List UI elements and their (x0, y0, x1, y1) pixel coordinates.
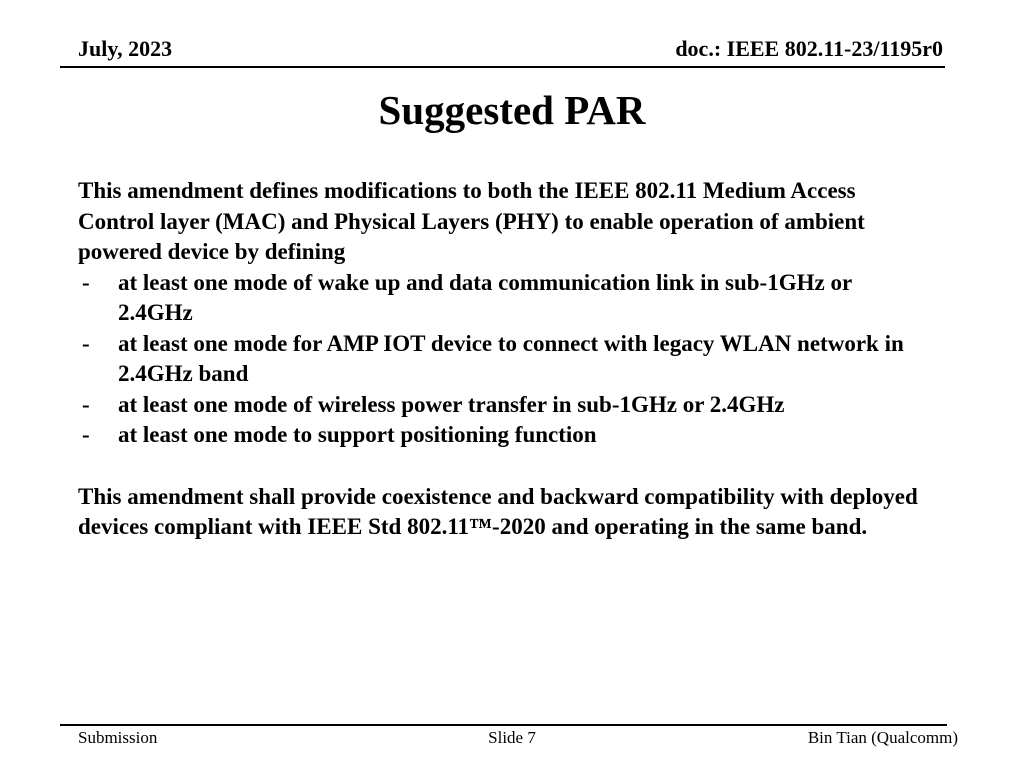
bullet-item (78, 268, 930, 329)
trademark-symbol: ™ (469, 514, 493, 539)
closing-text-post: -2020 and operating in the same band. (492, 514, 868, 539)
bullet-text: at least one mode of wireless power transfer in sub-1GHz or 2.4GHz (118, 391, 785, 417)
bullet-item (78, 420, 930, 451)
bullet-dash: - (82, 422, 90, 447)
header-doc-number: doc.: IEEE 802.11-23/1195r0 (675, 36, 943, 61)
footer-author: Bin Tian (Qualcomm) (807, 728, 958, 747)
slide-footer (0, 728, 1024, 752)
footer-divider (60, 724, 947, 726)
slide-header (60, 36, 945, 68)
bullet-dash: - (82, 269, 90, 295)
bullet-text: at least one mode for AMP IOT device to connect with legacy WLAN network in 2.4GHz band (118, 330, 904, 386)
header-date: July, 2023 (78, 36, 173, 61)
bullet-text: at least one mode of wake up and data communication link in sub-1GHz or 2.4GHz (118, 269, 852, 325)
footer-submission: Submission (78, 728, 158, 747)
bullet-text: at least one mode to support positioning function (118, 422, 597, 447)
footer-slide-number: Slide 7 (488, 728, 536, 747)
closing-paragraph (78, 482, 930, 543)
bullet-dash: - (82, 391, 90, 417)
intro-paragraph: This amendment defines modifications to both the IEEE 802.11 Medium Access Control layer (MAC) and Physical Layers (PHY) to enable operation of ambient powered device by defining (78, 178, 865, 264)
closing-text-pre: This amendment shall provide coexistence and backward compatibility with deployed devices compliant with IEEE Std 802.11 (78, 483, 918, 539)
slide-title: Suggested PAR (378, 87, 646, 133)
bullet-item (78, 329, 930, 390)
slide-body (78, 176, 930, 543)
bullet-item (78, 390, 930, 421)
bullet-dash: - (82, 330, 90, 356)
